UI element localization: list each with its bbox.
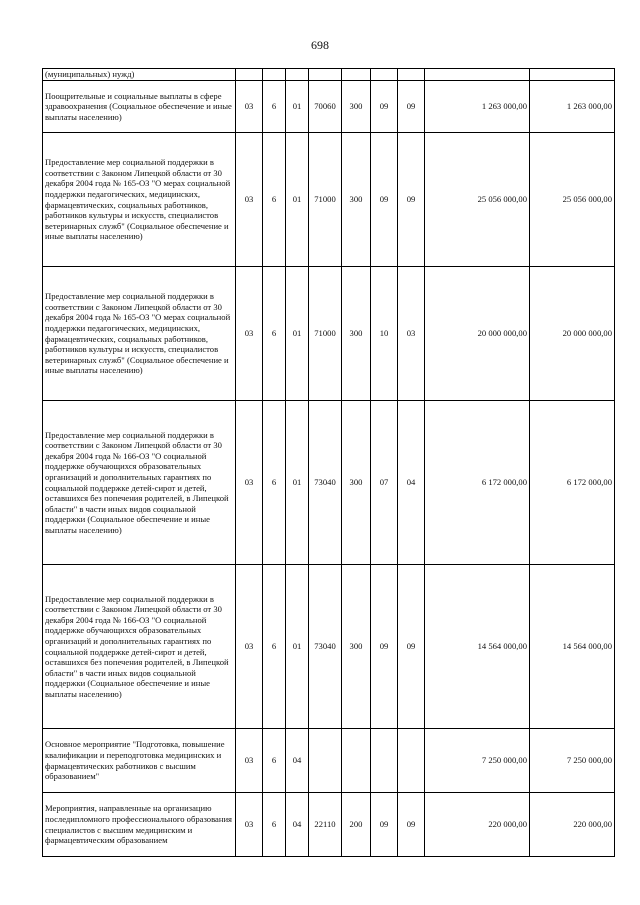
row-description: Мероприятия, направленные на организацию последипломного профессионального образования специалистов с высшим медицинским и фармацевтическим образованием xyxy=(43,793,236,857)
subsection-code xyxy=(398,69,425,81)
subprogram-code: 6 xyxy=(263,729,286,793)
section-code xyxy=(371,69,398,81)
table-row xyxy=(43,267,615,401)
row-description: Предоставление мер социальной поддержки в соответствии с Законом Липецкой области от 30 декабря 2004 года № 165-ОЗ "О мерах социальной поддержки педагогических, медицинских, фармацевтических, социальных работников, работников культуры и искусств, специалистов ветеринарных служб" (Социальное обеспечение и иные выплаты населению) xyxy=(43,267,236,401)
activity-code: 01 xyxy=(286,267,309,401)
program-code: 03 xyxy=(236,133,263,267)
page-number: 698 xyxy=(311,38,329,52)
activity-code xyxy=(286,69,309,81)
amount-1: 1 263 000,00 xyxy=(425,81,530,133)
program-code: 03 xyxy=(236,81,263,133)
row-description: Предоставление мер социальной поддержки в соответствии с Законом Липецкой области от 30 декабря 2004 года № 165-ОЗ "О мерах социальной поддержки педагогических, медицинских, фармацевтических, социальных работников, работников культуры и искусств, специалистов ветеринарных служб" (Социальное обеспечение и иные выплаты населению) xyxy=(43,133,236,267)
program-code xyxy=(236,69,263,81)
amount-1: 220 000,00 xyxy=(425,793,530,857)
subsection-code: 09 xyxy=(398,133,425,267)
amount-1 xyxy=(425,69,530,81)
section-code: 09 xyxy=(371,81,398,133)
subprogram-code: 6 xyxy=(263,133,286,267)
section-code: 09 xyxy=(371,133,398,267)
direction-code: 70060 xyxy=(309,81,342,133)
row-description: Предоставление мер социальной поддержки в соответствии с Законом Липецкой области от 30 декабря 2004 года № 166-ОЗ "О социальной поддержке обучающихся образовательных организаций и дополнительных гарантиях по социальной поддержке детей-сирот и детей, оставшихся без попечения родителей, в Липецкой области" в части иных видов социальной поддержки (Социальное обеспечение и иные выплаты населению) xyxy=(43,401,236,565)
table-row xyxy=(43,133,615,267)
table-row xyxy=(43,793,615,857)
row-description: Поощрительные и социальные выплаты в сфере здравоохранения (Социальное обеспечение и иные выплаты населению) xyxy=(43,81,236,133)
subsection-code: 09 xyxy=(398,81,425,133)
amount-2: 7 250 000,00 xyxy=(530,729,615,793)
table-row xyxy=(43,69,615,81)
amount-2: 20 000 000,00 xyxy=(530,267,615,401)
subsection-code xyxy=(398,729,425,793)
subprogram-code: 6 xyxy=(263,565,286,729)
row-description: Основное мероприятие "Подготовка, повышение квалификации и переподготовка медицинских и фармацевтических работников с высшим образованием" xyxy=(43,729,236,793)
subprogram-code: 6 xyxy=(263,401,286,565)
program-code: 03 xyxy=(236,267,263,401)
amount-2: 220 000,00 xyxy=(530,793,615,857)
expense-type-code: 300 xyxy=(342,565,371,729)
section-code: 09 xyxy=(371,793,398,857)
direction-code: 22110 xyxy=(309,793,342,857)
amount-1: 14 564 000,00 xyxy=(425,565,530,729)
program-code: 03 xyxy=(236,729,263,793)
amount-2: 1 263 000,00 xyxy=(530,81,615,133)
amount-2: 25 056 000,00 xyxy=(530,133,615,267)
row-description: (муниципальных) нужд) xyxy=(43,69,236,81)
section-code: 07 xyxy=(371,401,398,565)
table-row xyxy=(43,81,615,133)
amount-1: 20 000 000,00 xyxy=(425,267,530,401)
direction-code: 71000 xyxy=(309,267,342,401)
activity-code: 04 xyxy=(286,729,309,793)
budget-table xyxy=(42,68,615,857)
activity-code: 01 xyxy=(286,565,309,729)
section-code: 10 xyxy=(371,267,398,401)
direction-code xyxy=(309,729,342,793)
program-code: 03 xyxy=(236,565,263,729)
subprogram-code: 6 xyxy=(263,267,286,401)
direction-code xyxy=(309,69,342,81)
activity-code: 01 xyxy=(286,401,309,565)
amount-2: 14 564 000,00 xyxy=(530,565,615,729)
table-row xyxy=(43,565,615,729)
expense-type-code: 300 xyxy=(342,267,371,401)
expense-type-code xyxy=(342,69,371,81)
direction-code: 73040 xyxy=(309,401,342,565)
subsection-code: 04 xyxy=(398,401,425,565)
expense-type-code: 300 xyxy=(342,81,371,133)
row-description: Предоставление мер социальной поддержки в соответствии с Законом Липецкой области от 30 декабря 2004 года № 166-ОЗ "О социальной поддержке обучающихся образовательных организаций и дополнительных гарантиях по социальной поддержке детей-сирот и детей, оставшихся без попечения родителей, в Липецкой области" в части иных видов социальной поддержки (Социальное обеспечение и иные выплаты населению) xyxy=(43,565,236,729)
expense-type-code: 300 xyxy=(342,133,371,267)
subprogram-code: 6 xyxy=(263,793,286,857)
activity-code: 01 xyxy=(286,133,309,267)
table-body xyxy=(43,69,615,857)
expense-type-code: 300 xyxy=(342,401,371,565)
amount-2 xyxy=(530,69,615,81)
subprogram-code: 6 xyxy=(263,81,286,133)
table-row xyxy=(43,401,615,565)
activity-code: 01 xyxy=(286,81,309,133)
expense-type-code xyxy=(342,729,371,793)
table-row xyxy=(43,729,615,793)
subprogram-code xyxy=(263,69,286,81)
direction-code: 73040 xyxy=(309,565,342,729)
amount-2: 6 172 000,00 xyxy=(530,401,615,565)
activity-code: 04 xyxy=(286,793,309,857)
amount-1: 7 250 000,00 xyxy=(425,729,530,793)
direction-code: 71000 xyxy=(309,133,342,267)
subsection-code: 03 xyxy=(398,267,425,401)
program-code: 03 xyxy=(236,793,263,857)
section-code xyxy=(371,729,398,793)
amount-1: 25 056 000,00 xyxy=(425,133,530,267)
subsection-code: 09 xyxy=(398,565,425,729)
expense-type-code: 200 xyxy=(342,793,371,857)
program-code: 03 xyxy=(236,401,263,565)
subsection-code: 09 xyxy=(398,793,425,857)
amount-1: 6 172 000,00 xyxy=(425,401,530,565)
section-code: 09 xyxy=(371,565,398,729)
